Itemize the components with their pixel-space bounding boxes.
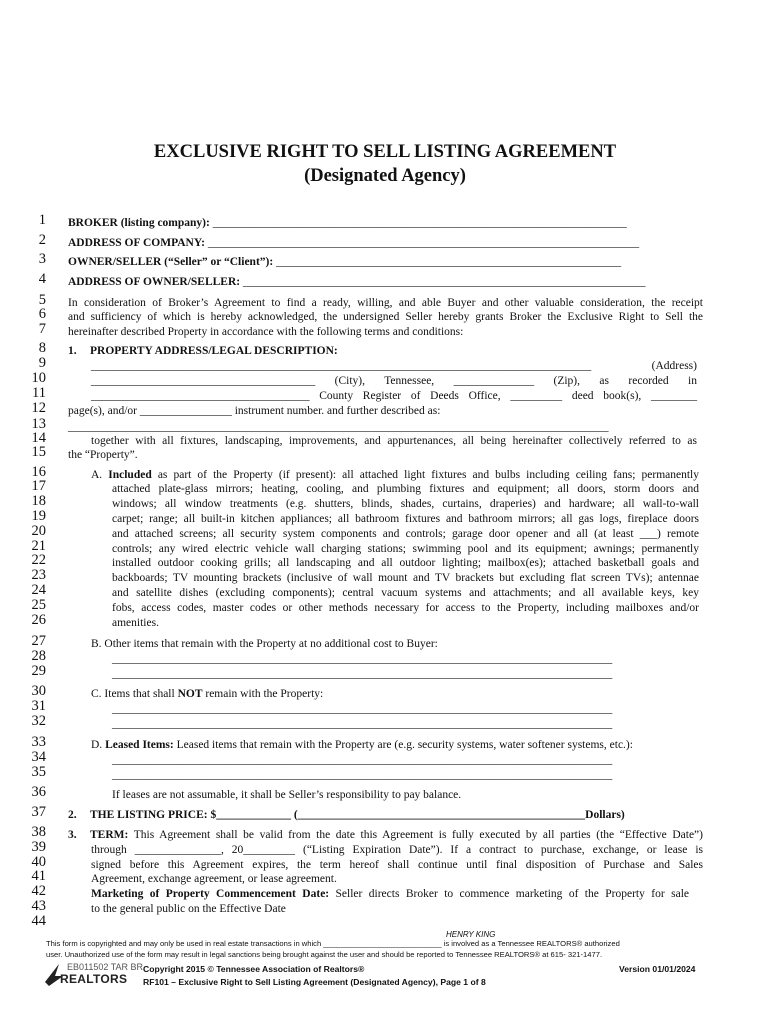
line-text-14 <box>91 434 697 448</box>
document-title: EXCLUSIVE RIGHT TO SELL LISTING AGREEMENT <box>153 142 617 162</box>
line-content: windows; all window treatments (e.g. shutters, blinds, shades, curtains, draperies) and hardware; all wall-to-wall <box>112 498 699 510</box>
line-content: signed before this Agreement expires, the term hereof shall continue until final disposition of Purchase and Sales <box>91 859 703 871</box>
line-number-11: 11 <box>32 385 46 401</box>
line-number-16: 16 <box>31 464 46 480</box>
line-content: hereinafter described Property in accordance with the following terms and conditions: <box>68 326 464 338</box>
line-number-23: 23 <box>31 567 46 583</box>
line-text-43 <box>91 902 286 916</box>
line-text-13 <box>68 420 609 434</box>
line-text-38 <box>68 828 703 842</box>
line-number-8: 8 <box>38 340 46 356</box>
line-content: through _______________, 20_________ (“Listing Expiration Date”). If a contract to purchase, exchange, or lease is <box>91 844 703 856</box>
line-content: A. Included as part of the Property (if present): all attached light fixtures and bulbs including ceiling fans; permanently <box>91 469 699 481</box>
line-text-12 <box>68 404 440 418</box>
line-text-33 <box>91 738 633 752</box>
line-text-2 <box>68 236 639 250</box>
line-number-24: 24 <box>31 582 46 598</box>
line-number-31: 31 <box>31 698 46 714</box>
line-text-36 <box>112 788 461 802</box>
line-text-23 <box>112 571 699 585</box>
line-number-13: 13 <box>31 416 46 432</box>
line-number-43: 43 <box>31 898 46 914</box>
line-content: and attached screens; all security system components and controls; garage door opener and all (at least ___) remote <box>112 528 699 540</box>
line-text-9 <box>91 359 697 373</box>
line-content: controls; any wired electric vehicle wall charging stations; swimming pool and its equipment; awnings; permanently <box>112 543 699 555</box>
line-content: the “Property”. <box>68 449 138 461</box>
line-content: page(s), and/or ________________ instrument number. and further described as: <box>68 405 441 417</box>
line-number-41: 41 <box>31 868 46 884</box>
line-number-40: 40 <box>31 854 46 870</box>
line-content: ______________________________________ County Register of Deeds Office, _________ deed book(s), ________ <box>91 390 697 402</box>
line-content: to the general public on the Effective Date <box>91 903 286 915</box>
line-number-2: 2 <box>38 232 46 248</box>
line-content: BROKER (listing company): ________________________________________________________________________ <box>68 217 627 229</box>
line-text-27 <box>91 637 438 651</box>
line-content: _______________________________________________________________________________________ <box>112 769 613 781</box>
line-text-24 <box>112 586 699 600</box>
line-text-8 <box>68 344 338 358</box>
line-number-32: 32 <box>31 713 46 729</box>
line-text-1 <box>68 216 627 230</box>
line-number-38: 38 <box>31 824 46 840</box>
line-content: ______________________________________________________________________________________________ <box>68 421 609 433</box>
line-number-22: 22 <box>31 552 46 568</box>
copyright-notice-line-1: This form is copyrighted and may only be used in real estate transactions in which ____________________________ is involved as a Tennessee REALTORS® authorized <box>46 939 620 948</box>
line-text-40 <box>91 858 703 872</box>
line-content: Agreement, exchange agreement, or lease agreement. <box>91 873 337 885</box>
line-text-15 <box>68 448 138 462</box>
line-number-12: 12 <box>31 400 46 416</box>
line-text-4 <box>68 275 645 289</box>
line-number-42: 42 <box>31 883 46 899</box>
line-text-18 <box>112 497 699 511</box>
agent-name: HENRY KING <box>446 930 496 939</box>
form-name: RF101 – Exclusive Right to Sell Listing Agreement (Designated Agency), Page 1 of 8 <box>143 977 486 987</box>
line-content: In consideration of Broker’s Agreement to find a ready, willing, and able Buyer and other valuable consideration, the receipt <box>68 297 703 309</box>
line-number-39: 39 <box>31 839 46 855</box>
line-content: _______________________________________________________________________________________ <box>112 718 613 730</box>
line-number-17: 17 <box>31 478 46 494</box>
line-text-39 <box>91 843 703 857</box>
line-number-30: 30 <box>31 683 46 699</box>
line-text-37 <box>68 808 625 822</box>
line-text-11 <box>91 389 697 403</box>
copyright-line: Copyright 2015 © Tennessee Association of Realtors® <box>143 964 365 974</box>
line-content: ADDRESS OF OWNER/SELLER: ______________________________________________________________________ <box>68 276 646 288</box>
line-content: and sufficiency of which is hereby acknowledged, the undersigned Seller hereby grants Broker the Exclusive Right to Sell the <box>68 311 703 323</box>
line-number-9: 9 <box>38 355 46 371</box>
line-number-14: 14 <box>31 430 46 446</box>
line-content: THE LISTING PRICE: $_____________ (__________________________________________________Dollars) <box>90 809 625 821</box>
section-number: 3. <box>68 829 77 841</box>
line-text-19 <box>112 512 699 526</box>
realtors-logo-text: REALTORS <box>60 972 128 986</box>
line-content: and satellite dishes (excluding components); central vacuum systems and attachments; and all available keys, key <box>112 587 699 599</box>
line-text-3 <box>68 255 621 269</box>
section-number: 2. <box>68 809 77 821</box>
version-label: Version 01/01/2024 <box>619 964 696 974</box>
line-content: D. Leased Items: Leased items that remain with the Property are (e.g. security systems, water softener systems, etc.): <box>91 739 633 751</box>
line-number-10: 10 <box>31 370 46 386</box>
line-text-16 <box>91 468 699 482</box>
line-content: B. Other items that remain with the Property at no additional cost to Buyer: <box>91 638 438 650</box>
line-content: attached plate-glass mirrors; heating, cooling, and plumbing fixtures and equipment; all doors, storm doors and <box>112 483 699 495</box>
line-text-6 <box>68 310 703 324</box>
line-number-33: 33 <box>31 734 46 750</box>
line-number-26: 26 <box>31 612 46 628</box>
line-content: _______________________________________ (City), Tennessee, ______________ (Zip), as recorded in <box>91 375 697 387</box>
line-content: _______________________________________________________________________________________ (Address) <box>91 360 697 372</box>
line-number-15: 15 <box>31 444 46 460</box>
line-content: _______________________________________________________________________________________ <box>112 668 613 680</box>
line-content: PROPERTY ADDRESS/LEGAL DESCRIPTION: <box>90 345 338 357</box>
line-content: amenities. <box>112 617 159 629</box>
line-content: installed outdoor cooking grills; all landscaping and all outdoor lighting; mailbox(es); attached basketball goals and <box>112 557 699 569</box>
line-text-31 <box>112 702 612 716</box>
line-text-17 <box>112 482 699 496</box>
line-content: carpet; range; all built-in kitchen appliances; all bathroom fixtures and bathroom mirrors; all gas logs, fireplace doors <box>112 513 699 525</box>
section-number: 1. <box>68 345 77 357</box>
line-number-25: 25 <box>31 597 46 613</box>
line-content: OWNER/SELLER (“Seller” or “Client”): ____________________________________________________________ <box>68 256 622 268</box>
line-content: _______________________________________________________________________________________ <box>112 754 613 766</box>
line-number-20: 20 <box>31 523 46 539</box>
line-text-7 <box>68 325 463 339</box>
line-number-18: 18 <box>31 493 46 509</box>
line-number-19: 19 <box>31 508 46 524</box>
line-text-21 <box>112 542 699 556</box>
line-number-3: 3 <box>38 251 46 267</box>
line-text-42 <box>91 887 689 901</box>
line-text-22 <box>112 556 699 570</box>
line-content: ADDRESS OF COMPANY: ___________________________________________________________________________ <box>68 237 640 249</box>
line-number-37: 37 <box>31 804 46 820</box>
line-text-41 <box>91 872 337 886</box>
line-text-20 <box>112 527 699 541</box>
line-content: _______________________________________________________________________________________ <box>112 703 613 715</box>
line-content: backboards; TV mounting brackets (inclusive of wall mount and TV brackets but excluding flat screen TVs); antennae <box>112 572 699 584</box>
line-text-30 <box>91 687 323 701</box>
line-content: If leases are not assumable, it shall be Seller’s responsibility to pay balance. <box>112 789 462 801</box>
line-text-5 <box>68 296 703 310</box>
line-content: TERM: This Agreement shall be valid from the date this Agreement is fully executed by all parties (the “Effective Date”) <box>90 829 703 841</box>
line-content: together with all fixtures, landscaping, improvements, and appurtenances, all being hereinafter collectively referred to as <box>91 435 697 447</box>
line-number-6: 6 <box>38 306 46 322</box>
line-text-28 <box>112 652 612 666</box>
line-text-26 <box>112 616 159 630</box>
line-content: _______________________________________________________________________________________ <box>112 653 613 665</box>
line-content: C. Items that shall NOT remain with the Property: <box>91 688 324 700</box>
line-text-34 <box>112 753 612 767</box>
line-text-25 <box>112 601 699 615</box>
document-subtitle: (Designated Agency) <box>304 166 466 186</box>
logo-stamp-text: EB011502 TAR BR <box>67 962 144 972</box>
line-number-29: 29 <box>31 663 46 679</box>
line-content: fobs, access codes, master codes or other methods necessary for access to the Property, including mailboxes and/or <box>112 602 699 614</box>
line-number-4: 4 <box>38 271 46 287</box>
line-number-5: 5 <box>38 292 46 308</box>
copyright-notice-line-2: user. Unauthorized use of the form may result in legal sanctions being brought against the user and should be reported to Tennessee REALTORS® at 615- 321-1477. <box>46 950 603 959</box>
line-number-28: 28 <box>31 648 46 664</box>
line-text-35 <box>112 768 612 782</box>
line-text-10 <box>91 374 697 388</box>
line-text-32 <box>112 717 612 731</box>
line-number-36: 36 <box>31 784 46 800</box>
line-number-27: 27 <box>31 633 46 649</box>
line-number-7: 7 <box>38 321 46 337</box>
line-number-44: 44 <box>31 913 46 929</box>
line-text-29 <box>112 667 612 681</box>
line-number-34: 34 <box>31 749 46 765</box>
line-number-21: 21 <box>31 538 46 554</box>
line-number-1: 1 <box>38 212 46 228</box>
line-number-35: 35 <box>31 764 46 780</box>
line-content: Marketing of Property Commencement Date: Seller directs Broker to commence marketing of the Property for sale <box>91 888 689 900</box>
